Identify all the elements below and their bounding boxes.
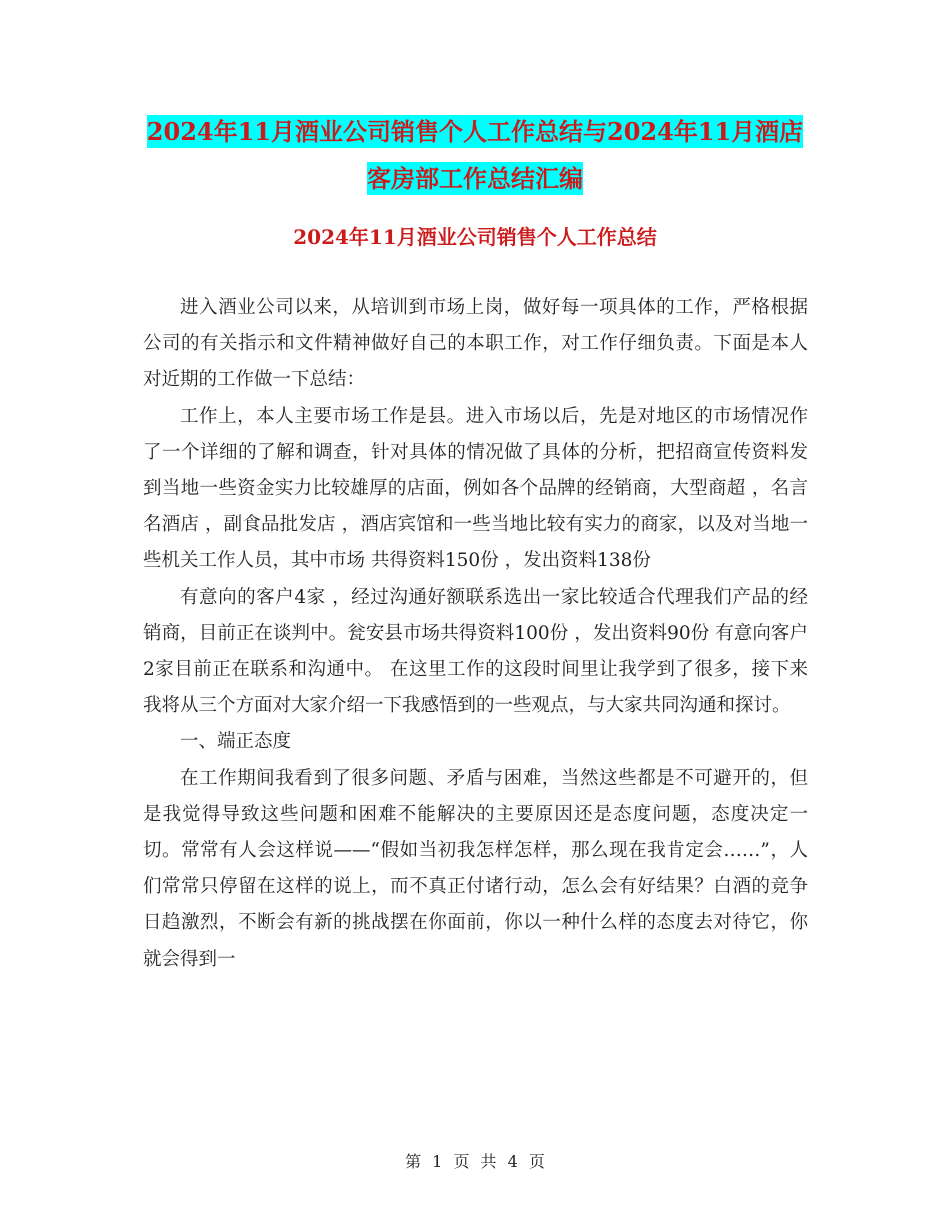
subheading-attitude: 一、端正态度 (180, 731, 292, 753)
paragraph: 进入酒业公司以来，从培训到市场上岗，做好每一项具体的工作，严格根据公司的有关指示和文件精神做好自己的本职工作，对工作仔细负责。下面是本人对近期的工作做一下总结： (143, 297, 808, 391)
paragraph: 工作上，本人主要市场工作是县。进入市场以后，先是对地区的市场情况作了一个详细的了解和调查，针对具体的情况做了具体的分析，把招商宣传资料发到当地一些资金实力比较雄厚的店面，例如各个品牌的经销商，大型商超 ，名言名酒店 ，副食品批发店 ，酒店宾馆和一些当地比较有实力的商家，以及对当地一些机关工作人员，其中市场 共得资料150份 ，发出资料138份 (143, 405, 808, 572)
paragraph: 在工作期间我看到了很多问题、矛盾与困难，当然这些都是不可避开的，但是我觉得导致这些问题和困难不能解决的主要原因还是态度问题，态度决定一切。常常有人会这样说——“假如当初我怎样怎样，那么现在我肯定会……”，人们常常只停留在这样的说上，而不真正付诸行动，怎么会有好结果？白酒的竞争日趋激烈，不断会有新的挑战摆在你面前，你以一种什么样的态度去对待它，你就会得到一 (143, 767, 808, 970)
section-title: 2024年11月酒业公司销售个人工作总结 (293, 225, 657, 249)
paragraph: 有意向的客户4家 ，经过沟通好额联系选出一家比较适合代理我们产品的经销商，目前正在谈判中。瓮安县市场共得资料100份 ，发出资料90份 有意向客户2家目前正在联系和沟通中。 在这里工作的这段时间里让我学到了很多，接下来我将从三个方面对大家介绍一下我感悟到的一些观点，与大家共同沟通和探讨。 (143, 586, 808, 717)
page-footer: 第 1 页 共 4 页 (405, 1152, 545, 1171)
document-body (143, 290, 808, 978)
document-title (140, 108, 810, 202)
document-title-highlight: 2024年11月酒业公司销售个人工作总结与2024年11月酒店客房部工作总结汇编 (146, 117, 804, 193)
